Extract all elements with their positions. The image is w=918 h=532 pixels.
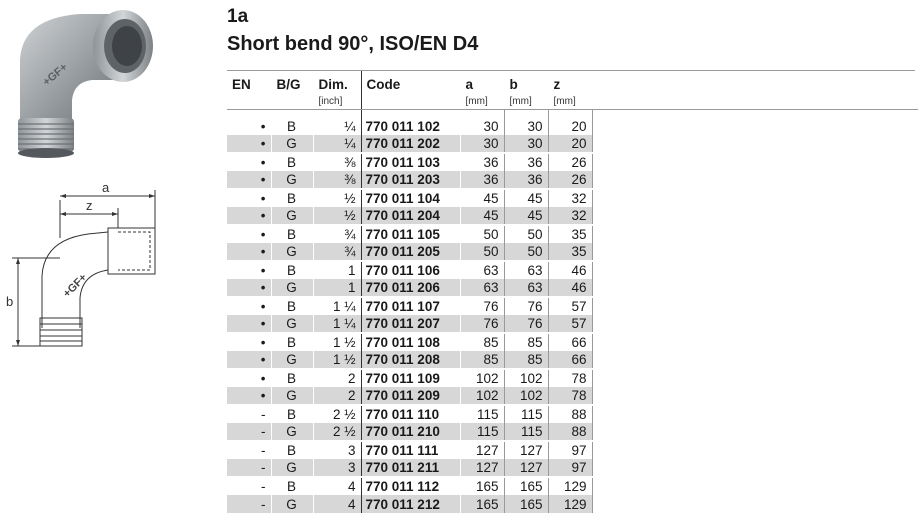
cell-code: 770 011 203: [361, 171, 460, 189]
table-row: [227, 369, 918, 387]
cell-dim: 1: [313, 279, 361, 297]
cell-z: 88: [548, 405, 592, 423]
col-code-header: Code: [361, 71, 460, 109]
cell-en: •: [227, 135, 271, 153]
cell-en: •: [227, 261, 271, 279]
cell-dim: 1 ½: [313, 333, 361, 351]
cell-a: 102: [460, 387, 504, 405]
drawing-logo: +GF+: [61, 271, 90, 301]
cell-bg: G: [271, 279, 313, 297]
product-photo: [0, 0, 170, 165]
cell-z: 35: [548, 225, 592, 243]
cell-a: 50: [460, 225, 504, 243]
cell-en: •: [227, 387, 271, 405]
cell-dim: 3: [313, 459, 361, 477]
cell-bg: B: [271, 297, 313, 315]
cell-dim: 2 ½: [313, 423, 361, 441]
cell-b: 85: [504, 333, 548, 351]
cell-b: 36: [504, 171, 548, 189]
cell-dim: 2: [313, 369, 361, 387]
cell-z: 32: [548, 207, 592, 225]
cell-bg: B: [271, 369, 313, 387]
cell-b: 85: [504, 351, 548, 369]
cell-dim: 1: [313, 261, 361, 279]
cell-z: 20: [548, 135, 592, 153]
table-row: [227, 351, 918, 369]
cell-bg: B: [271, 261, 313, 279]
table-row: [227, 333, 918, 351]
cell-b: 76: [504, 315, 548, 333]
cell-en: -: [227, 423, 271, 441]
cell-bg: B: [271, 189, 313, 207]
cell-a: 127: [460, 441, 504, 459]
cell-code: 770 011 103: [361, 153, 460, 171]
cell-a: 45: [460, 189, 504, 207]
cell-z: 129: [548, 477, 592, 495]
table-row: [227, 243, 918, 261]
cell-bg: G: [271, 207, 313, 225]
cell-en: •: [227, 315, 271, 333]
col-dim-header: Dim. [inch]: [313, 71, 361, 109]
cell-b: 50: [504, 225, 548, 243]
cell-bg: G: [271, 315, 313, 333]
table-row: [227, 477, 918, 495]
cell-a: 63: [460, 261, 504, 279]
table-row: [227, 459, 918, 477]
cell-dim: 2: [313, 387, 361, 405]
cell-code: 770 011 206: [361, 279, 460, 297]
cell-z: 46: [548, 261, 592, 279]
cell-bg: B: [271, 333, 313, 351]
cell-dim: ¾: [313, 243, 361, 261]
table-row: [227, 279, 918, 297]
col-bg-header: B/G: [271, 71, 313, 109]
cell-a: 76: [460, 297, 504, 315]
cell-b: 50: [504, 243, 548, 261]
cell-en: -: [227, 477, 271, 495]
cell-a: 115: [460, 405, 504, 423]
cell-bg: G: [271, 351, 313, 369]
cell-en: •: [227, 297, 271, 315]
cell-code: 770 011 105: [361, 225, 460, 243]
cell-a: 36: [460, 153, 504, 171]
cell-a: 63: [460, 279, 504, 297]
cell-a: 76: [460, 315, 504, 333]
cell-bg: B: [271, 477, 313, 495]
cell-z: 20: [548, 109, 592, 135]
col-z-header: z [mm]: [548, 71, 592, 109]
product-code: 1a: [227, 6, 249, 27]
cell-z: 46: [548, 279, 592, 297]
cell-b: 102: [504, 387, 548, 405]
cell-b: 36: [504, 153, 548, 171]
cell-bg: G: [271, 135, 313, 153]
cell-bg: B: [271, 405, 313, 423]
col-b-header: b [mm]: [504, 71, 548, 109]
cell-code: 770 011 110: [361, 405, 460, 423]
cell-en: •: [227, 333, 271, 351]
cell-z: 88: [548, 423, 592, 441]
cell-code: 770 011 209: [361, 387, 460, 405]
cell-a: 85: [460, 333, 504, 351]
cell-z: 26: [548, 171, 592, 189]
cell-code: 770 011 202: [361, 135, 460, 153]
cell-code: 770 011 204: [361, 207, 460, 225]
table-row: [227, 315, 918, 333]
table-row: [227, 495, 918, 513]
cell-en: •: [227, 351, 271, 369]
cell-dim: 1 ¼: [313, 315, 361, 333]
cell-en: -: [227, 405, 271, 423]
cell-z: 97: [548, 459, 592, 477]
cell-bg: G: [271, 243, 313, 261]
cell-z: 97: [548, 441, 592, 459]
cell-bg: G: [271, 459, 313, 477]
cell-code: 770 011 210: [361, 423, 460, 441]
cell-en: •: [227, 369, 271, 387]
table-row: [227, 225, 918, 243]
cell-bg: G: [271, 495, 313, 513]
table-row: [227, 189, 918, 207]
cell-a: 30: [460, 109, 504, 135]
cell-bg: B: [271, 153, 313, 171]
cell-z: 32: [548, 189, 592, 207]
cell-b: 165: [504, 477, 548, 495]
cell-code: 770 011 102: [361, 109, 460, 135]
dim-z-label: z: [86, 198, 93, 213]
table-row: [227, 387, 918, 405]
col-a-header: a [mm]: [460, 71, 504, 109]
cell-bg: G: [271, 423, 313, 441]
cell-bg: B: [271, 441, 313, 459]
table-row: [227, 135, 918, 153]
cell-b: 30: [504, 109, 548, 135]
cell-code: 770 011 212: [361, 495, 460, 513]
cell-dim: ¾: [313, 225, 361, 243]
cell-code: 770 011 106: [361, 261, 460, 279]
cell-a: 165: [460, 477, 504, 495]
cell-en: •: [227, 189, 271, 207]
cell-a: 50: [460, 243, 504, 261]
cell-b: 115: [504, 405, 548, 423]
table-row: [227, 441, 918, 459]
cell-dim: 1 ½: [313, 351, 361, 369]
cell-bg: B: [271, 225, 313, 243]
table-header-row: [227, 71, 918, 109]
cell-z: 66: [548, 351, 592, 369]
cell-en: •: [227, 207, 271, 225]
cell-b: 30: [504, 135, 548, 153]
table-row: [227, 109, 918, 135]
table-row: [227, 171, 918, 189]
page-title: Short bend 90°, ISO/EN D4: [227, 33, 479, 55]
cell-a: 85: [460, 351, 504, 369]
table-row: [227, 207, 918, 225]
cell-en: •: [227, 109, 271, 135]
cell-a: 30: [460, 135, 504, 153]
cell-z: 35: [548, 243, 592, 261]
cell-code: 770 011 111: [361, 441, 460, 459]
cell-b: 45: [504, 207, 548, 225]
cell-code: 770 011 205: [361, 243, 460, 261]
cell-z: 66: [548, 333, 592, 351]
cell-code: 770 011 108: [361, 333, 460, 351]
cell-code: 770 011 211: [361, 459, 460, 477]
cell-bg: G: [271, 171, 313, 189]
technical-drawing: [0, 178, 175, 358]
cell-dim: ½: [313, 207, 361, 225]
cell-z: 78: [548, 369, 592, 387]
cell-dim: 3: [313, 441, 361, 459]
cell-dim: ⅜: [313, 171, 361, 189]
cell-en: •: [227, 225, 271, 243]
cell-dim: ¼: [313, 109, 361, 135]
cell-code: 770 011 107: [361, 297, 460, 315]
cell-code: 770 011 208: [361, 351, 460, 369]
cell-en: •: [227, 153, 271, 171]
cell-a: 165: [460, 495, 504, 513]
cell-en: -: [227, 495, 271, 513]
spec-table: [227, 71, 918, 513]
table-row: [227, 261, 918, 279]
cell-dim: ½: [313, 189, 361, 207]
cell-en: •: [227, 171, 271, 189]
cell-en: •: [227, 279, 271, 297]
cell-code: 770 011 104: [361, 189, 460, 207]
cell-dim: 4: [313, 477, 361, 495]
table-row: [227, 423, 918, 441]
col-en-header: EN: [227, 71, 271, 109]
cell-a: 36: [460, 171, 504, 189]
cell-b: 63: [504, 261, 548, 279]
cell-b: 115: [504, 423, 548, 441]
cell-bg: G: [271, 387, 313, 405]
cell-b: 102: [504, 369, 548, 387]
cell-z: 57: [548, 297, 592, 315]
dim-b-label: b: [6, 294, 14, 309]
table-row: [227, 405, 918, 423]
cell-b: 127: [504, 441, 548, 459]
cell-a: 102: [460, 369, 504, 387]
cell-code: 770 011 207: [361, 315, 460, 333]
cell-z: 26: [548, 153, 592, 171]
cell-z: 57: [548, 315, 592, 333]
cell-code: 770 011 109: [361, 369, 460, 387]
dim-a-label: a: [102, 180, 110, 195]
cell-a: 115: [460, 423, 504, 441]
cell-b: 76: [504, 297, 548, 315]
cell-b: 165: [504, 495, 548, 513]
cell-b: 127: [504, 459, 548, 477]
cell-en: -: [227, 441, 271, 459]
cell-en: •: [227, 243, 271, 261]
cell-dim: 1 ¼: [313, 297, 361, 315]
cell-en: -: [227, 459, 271, 477]
photo-logo: +GF+: [40, 61, 70, 89]
cell-bg: B: [271, 109, 313, 135]
cell-dim: 2 ½: [313, 405, 361, 423]
table-row: [227, 153, 918, 171]
cell-b: 63: [504, 279, 548, 297]
cell-dim: ¼: [313, 135, 361, 153]
cell-code: 770 011 112: [361, 477, 460, 495]
cell-z: 129: [548, 495, 592, 513]
table-row: [227, 297, 918, 315]
cell-z: 78: [548, 387, 592, 405]
cell-b: 45: [504, 189, 548, 207]
cell-a: 45: [460, 207, 504, 225]
cell-a: 127: [460, 459, 504, 477]
header-filler: [592, 71, 918, 109]
cell-dim: 4: [313, 495, 361, 513]
cell-dim: ⅜: [313, 153, 361, 171]
